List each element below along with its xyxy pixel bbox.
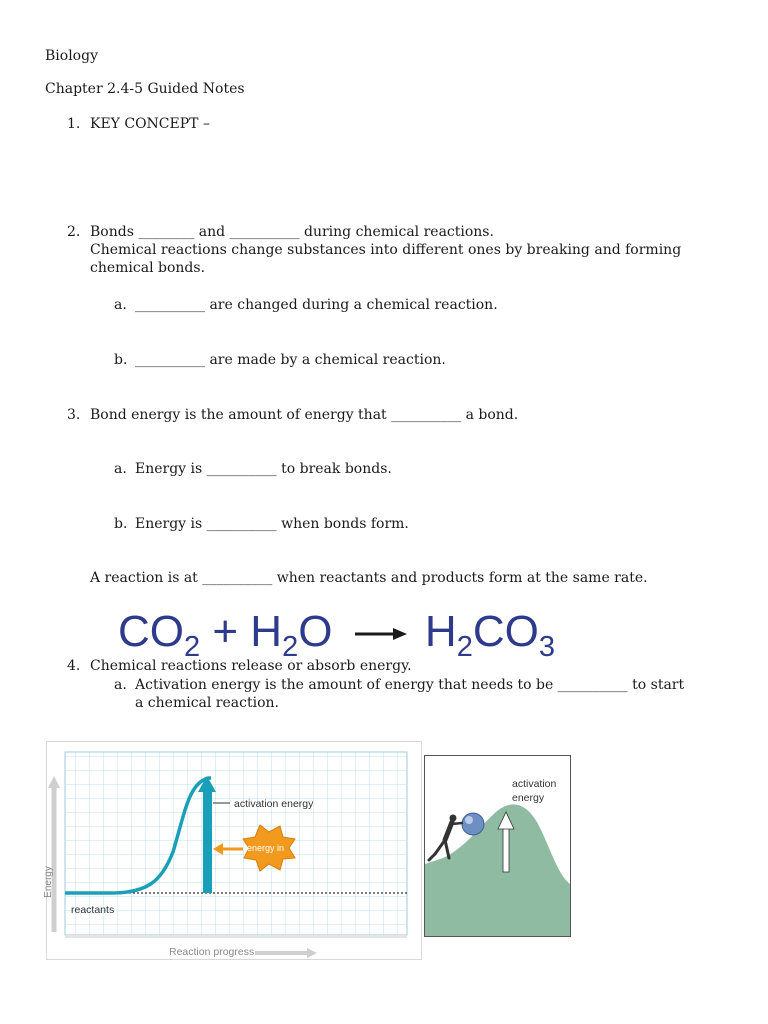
bonds-explanation-line: chemical bonds.	[90, 260, 206, 276]
subitem-label: a.	[114, 461, 127, 477]
activation-hill-illustration	[424, 755, 571, 937]
energy-in-label: energy in	[247, 843, 285, 853]
page-title: Chapter 2.4-5 Guided Notes	[45, 81, 245, 97]
item-number: 1.	[67, 116, 81, 132]
reactants-label: reactants	[71, 904, 115, 916]
products-blank-text: __________ are made by a chemical reaction.	[135, 352, 446, 368]
bond-energy-text: Bond energy is the amount of energy that __________ a bond.	[90, 407, 519, 423]
equation-o: O	[298, 607, 333, 656]
hill-label-line1: activation	[512, 778, 557, 790]
x-axis-label: Reaction progress	[169, 946, 255, 958]
grid-area	[65, 752, 407, 935]
activation-energy-bar	[203, 790, 212, 893]
equation-plus-h: + H	[200, 607, 283, 656]
subitem-label: b.	[114, 352, 128, 368]
hill-label-line2: energy	[512, 792, 545, 804]
key-concept-text: KEY CONCEPT –	[90, 116, 210, 132]
break-bonds-text: Energy is __________ to break bonds.	[135, 461, 392, 477]
activation-energy-line: a chemical reaction.	[135, 695, 279, 711]
equation-h-sub: 2	[282, 631, 299, 663]
equation-co2: $CO_2$	[118, 607, 201, 663]
subitem-label: b.	[114, 516, 128, 532]
y-axis-label: Energy	[42, 866, 54, 898]
reactants-blank-text: __________ are changed during a chemical reaction.	[135, 297, 498, 313]
bonds-text: Bonds ________ and __________ during chemical reactions.	[90, 224, 494, 240]
form-bonds-text: Energy is __________ when bonds form.	[135, 516, 409, 532]
item-number: 2.	[67, 224, 81, 240]
equation-h2co3: $H_2CO_3$	[424, 607, 555, 663]
hill-shape	[425, 804, 570, 936]
activation-energy-label: activation energy	[234, 798, 314, 810]
subitem-label: a.	[114, 297, 127, 313]
energy-diagram	[42, 741, 422, 960]
bonds-explanation-line: Chemical reactions change substances into different ones by breaking and forming	[90, 242, 682, 258]
activation-arrow-shaft	[503, 828, 509, 872]
subitem-label: a.	[114, 677, 127, 693]
boulder-icon	[462, 813, 484, 835]
activation-energy-line: Activation energy is the amount of energy that needs to be __________ to start	[135, 677, 685, 693]
subject-heading: Biology	[45, 48, 98, 64]
item-number: 4.	[67, 658, 81, 674]
item-number: 3.	[67, 407, 81, 423]
energy-diagram-graphic	[47, 742, 421, 959]
release-absorb-text: Chemical reactions release or absorb energy.	[90, 658, 412, 674]
equilibrium-text: A reaction is at __________ when reactants and products form at the same rate.	[90, 570, 648, 586]
reaction-arrow-icon	[355, 626, 407, 642]
